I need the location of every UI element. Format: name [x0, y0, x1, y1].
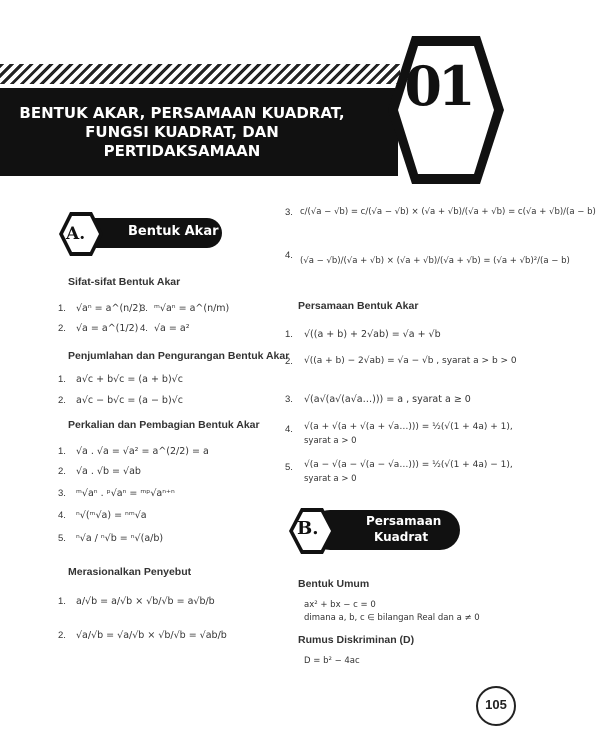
persamaan-item-5: √(a − √(a − √(a − √a…))) = ½(√(1 + 4a) − 1), — [304, 460, 513, 470]
persamaan-num-1: 1. — [285, 329, 293, 340]
persamaan-heading: Persamaan Bentuk Akar — [298, 300, 419, 312]
merasionalkan-item-3: c/(√a − √b) = c/(√a − √b) × (√a + √b)/(√a + √b) = c(√a + √b)/(a − b) — [300, 207, 596, 217]
sifat-item-2: √a = a^(1/2) — [76, 323, 139, 334]
diskriminan-formula: D = b² − 4ac — [304, 656, 360, 666]
persamaan-item-2: √((a + b) − 2√ab) = √a − √b , syarat a > b > 0 — [304, 356, 517, 366]
persamaan-num-3: 3. — [285, 394, 293, 405]
penjumlahan-num-1: 1. — [58, 374, 66, 385]
sifat-num-3: 3. — [140, 303, 148, 314]
perkalian-item-5: ⁿ√a / ⁿ√b = ⁿ√(a/b) — [76, 533, 164, 544]
perkalian-item-1: √a . √a = √a² = a^(2/2) = a — [76, 446, 209, 457]
sifat-num-4: 4. — [140, 323, 148, 334]
sifat-num-2: 2. — [58, 323, 66, 334]
perkalian-num-1: 1. — [58, 446, 66, 457]
persamaan-item-5-syarat: syarat a > 0 — [304, 474, 357, 484]
perkalian-item-2: √a . √b = √ab — [76, 466, 141, 477]
merasionalkan-item-1: a/√b = a/√b × √b/√b = a√b/b — [76, 596, 215, 607]
perkalian-item-4: ⁿ√(ᵐ√a) = ⁿᵐ√a — [76, 510, 147, 521]
sifat-item-3: ᵐ√aⁿ = a^(n/m) — [154, 303, 230, 314]
sifat-num-1: 1. — [58, 303, 66, 314]
persamaan-item-1: √((a + b) + 2√ab) = √a + √b — [304, 329, 441, 340]
merasionalkan-heading: Merasionalkan Penyebut — [68, 566, 192, 578]
merasionalkan-item-4: (√a − √b)/(√a + √b) × (√a + √b)/(√a + √b) = (√a + √b)²/(a − b) — [300, 256, 570, 266]
section-b-letter: B. — [297, 518, 319, 539]
section-a-letter: A. — [66, 224, 86, 244]
merasionalkan-num-1: 1. — [58, 596, 66, 607]
section-b-title-line1: Persamaan — [366, 514, 442, 528]
penjumlahan-num-2: 2. — [58, 395, 66, 406]
penjumlahan-item-1: a√c + b√c = (a + b)√c — [76, 374, 183, 385]
bentuk-umum-heading: Bentuk Umum — [298, 578, 370, 590]
decorative-stripes — [0, 64, 400, 84]
persamaan-num-4: 4. — [285, 424, 293, 435]
persamaan-item-3: √(a√(a√(a√a…))) = a , syarat a ≥ 0 — [304, 394, 471, 405]
perkalian-num-2: 2. — [58, 466, 66, 477]
sifat-item-4: √a = a² — [154, 323, 190, 334]
penjumlahan-item-2: a√c − b√c = (a − b)√c — [76, 395, 183, 406]
perkalian-num-4: 4. — [58, 510, 66, 521]
sifat-item-1: √aⁿ = a^(n/2) — [76, 303, 143, 314]
bentuk-umum-equation: ax² + bx − c = 0 — [304, 600, 376, 610]
sifat-heading: Sifat-sifat Bentuk Akar — [68, 276, 181, 288]
merasionalkan-num-2: 2. — [58, 630, 66, 641]
perkalian-item-3: ᵐ√aⁿ . ᵖ√aⁿ = ᵐᵖ√aⁿ⁺ⁿ — [76, 488, 175, 499]
chapter-title: BENTUK AKAR, PERSAMAAN KUADRAT, FUNGSI KUADRAT, DAN PERTIDAKSAMAAN — [19, 104, 345, 160]
penjumlahan-heading: Penjumlahan dan Pengurangan Bentuk Akar — [68, 350, 290, 362]
page-number: 105 — [485, 697, 507, 712]
merasionalkan-num-4: 4. — [285, 250, 293, 261]
persamaan-num-2: 2. — [285, 356, 293, 367]
perkalian-num-3: 3. — [58, 488, 66, 499]
perkalian-num-5: 5. — [58, 533, 66, 544]
section-b-title-line2: Kuadrat — [374, 530, 429, 544]
section-a-title: Bentuk Akar — [128, 224, 219, 239]
chapter-number: 01 — [404, 54, 472, 118]
persamaan-item-4-syarat: syarat a > 0 — [304, 436, 357, 446]
merasionalkan-num-3: 3. — [285, 207, 293, 218]
persamaan-num-5: 5. — [285, 462, 293, 473]
persamaan-item-4: √(a + √(a + √(a + √a…))) = ½(√(1 + 4a) + 1), — [304, 422, 513, 432]
bentuk-umum-condition: dimana a, b, c ∈ bilangan Real dan a ≠ 0 — [304, 613, 480, 623]
perkalian-heading: Perkalian dan Pembagian Bentuk Akar — [68, 419, 260, 431]
merasionalkan-item-2: √a/√b = √a/√b × √b/√b = √ab/b — [76, 630, 227, 641]
diskriminan-heading: Rumus Diskriminan (D) — [298, 634, 415, 646]
